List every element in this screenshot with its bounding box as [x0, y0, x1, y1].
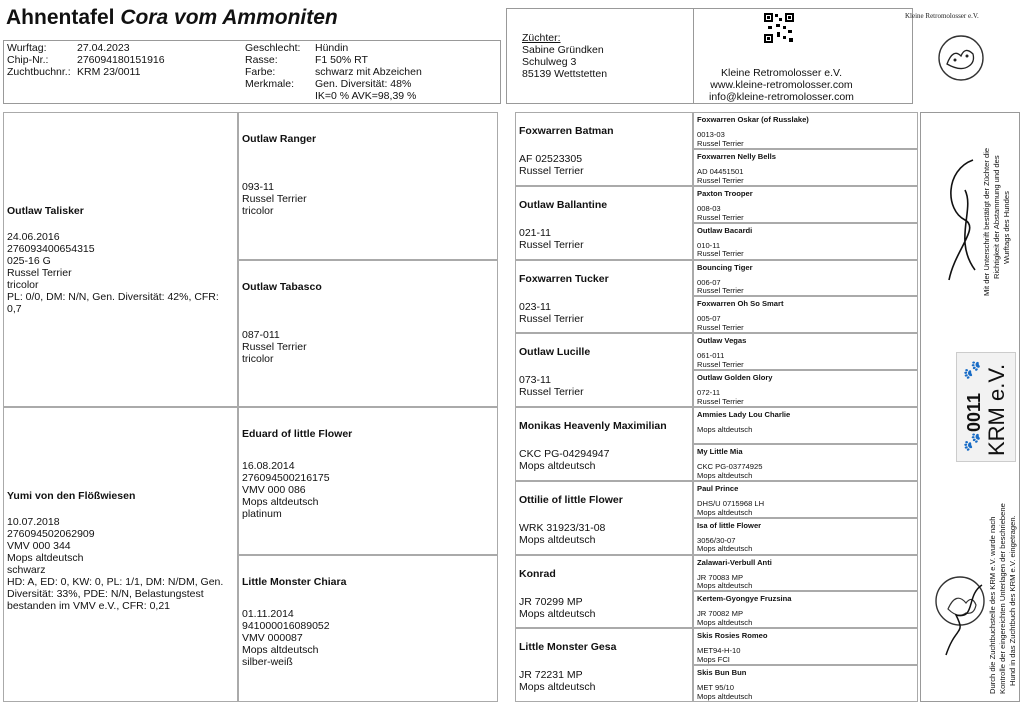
dog-name: Foxwarren Batman [519, 125, 614, 137]
meta-row [245, 90, 495, 102]
dog-detail: tricolor [242, 352, 274, 365]
dog-detail: Mops altdeutsch [697, 618, 753, 628]
meta-row [245, 42, 495, 54]
dog-name: Zalawari-Verbull Anti [697, 557, 772, 567]
g4-ancestor-cell [693, 333, 918, 370]
dog-detail: VMV 000 086 [242, 484, 306, 496]
grandparent-cell [238, 555, 498, 703]
g4-ancestor-cell [693, 296, 918, 333]
dog-detail: JR 70082 MP [697, 609, 744, 619]
dog-detail: platinum [242, 508, 282, 520]
dog-name: Bouncing Tiger [697, 262, 753, 272]
dog-name: Outlaw Talisker [7, 205, 84, 217]
meta-row [7, 54, 237, 66]
dog-detail: MET 95/10 [697, 683, 735, 693]
dog-name: Foxwarren Oskar (of Russlake) [697, 115, 809, 124]
certification-2: Kontrolle der eingereichten Unterlagen der beschriebene [998, 503, 1007, 694]
dog-detail: 072-11 [697, 388, 721, 398]
dog-detail: Russel Terrier [697, 175, 744, 185]
dog-name: Ammies Lady Lou Charlie [697, 410, 791, 419]
great-grandparent-cell [515, 186, 693, 260]
dog-detail: 941000016089052 [242, 619, 330, 632]
meta-value: 276094180151916 [77, 54, 165, 66]
meta-key [245, 90, 315, 102]
meta-key: Chip-Nr.: [7, 54, 49, 66]
certification-1: Durch die Zuchtbuchstelle des KRM e.V. wurde nach [988, 516, 997, 694]
dog-name: Outlaw Golden Glory [697, 373, 773, 383]
dog-detail: Mops altdeutsch [519, 533, 596, 546]
g4-ancestor-cell [693, 444, 918, 481]
dog-name: Paul Prince [697, 483, 739, 493]
signature-note-1: Mit der Unterschrift bestätigt der Züchter die [982, 147, 991, 296]
meta-row [7, 66, 237, 78]
dog-detail: AF 02523305 [519, 153, 583, 165]
dog-detail: tricolor [7, 279, 39, 291]
dog-name: Foxwarren Tucker [519, 272, 609, 285]
dog-detail: JR 70083 MP [697, 572, 744, 582]
g4-ancestor-cell [693, 628, 918, 665]
qr-code [763, 12, 795, 44]
dog-name: Outlaw Bacardi [697, 225, 753, 235]
dog-detail: Russel Terrier [697, 323, 744, 333]
club-info: Kleine Retromolosser e.V. www.kleine-retromolosser.com info@kleine-retromolosser.com [709, 67, 854, 103]
club-stamp [926, 525, 994, 675]
meta-mid [245, 42, 495, 102]
dog-detail: Russel Terrier [697, 360, 744, 370]
dog-detail: Russel Terrier [242, 193, 307, 205]
dog-name: Foxwarren Nelly Bells [697, 151, 776, 161]
dog-detail: Russel Terrier [697, 212, 744, 222]
meta-value: IK=0 % AVK=98,39 % [315, 90, 417, 102]
dog-detail: 01.11.2014 [242, 607, 294, 620]
dog-detail: VMV 000087 [242, 631, 303, 644]
meta-value: 27.04.2023 [77, 42, 130, 54]
dog-detail: Russel Terrier [519, 386, 584, 399]
g4-ancestor-cell [693, 665, 918, 702]
dog-name: Outlaw Ballantine [519, 198, 608, 211]
dog-detail: Mops FCI [697, 655, 730, 665]
dog-detail: Russel Terrier [697, 138, 744, 148]
meta-value: F1 50% RT [315, 54, 368, 66]
g4-ancestor-cell [693, 591, 918, 628]
dog-name: Little Monster Gesa [519, 641, 617, 654]
meta-row [245, 54, 495, 66]
dog-detail: 023-11 [519, 300, 551, 313]
meta-row [245, 78, 495, 90]
g4-ancestor-cell [693, 481, 918, 518]
dog-name: Outlaw Ranger [242, 133, 317, 145]
dog-detail: 0013-03 [697, 130, 725, 139]
dog-detail: 005-07 [697, 314, 721, 324]
dog-detail: Mops altdeutsch [697, 581, 753, 591]
dog-detail: 006-07 [697, 277, 721, 287]
dog-name: Konrad [519, 567, 556, 580]
meta-value: Gen. Diversität: 48% [315, 78, 412, 90]
parent-cell [3, 112, 238, 407]
dog-detail: Russel Terrier [519, 165, 584, 177]
g4-ancestor-cell [693, 518, 918, 555]
dog-detail: 276094502062909 [7, 528, 95, 540]
signature-note-3: Wurftags des Hundes [1002, 191, 1011, 264]
stamp-paw-1: 🐾 [964, 432, 981, 452]
g4-ancestor-cell [693, 223, 918, 260]
dog-detail: Russel Terrier [697, 286, 744, 296]
dog-detail: Russel Terrier [519, 312, 584, 325]
g4-ancestor-cell [693, 407, 918, 444]
dog-detail: CKC PG-03774925 [697, 461, 763, 471]
signature [935, 150, 985, 290]
dog-name: Paxton Trooper [697, 188, 753, 198]
dog-name: Monikas Heavenly Maximilian [519, 420, 667, 432]
svg-text:Kleine Retromolosser e.V.: Kleine Retromolosser e.V. [905, 12, 979, 20]
great-grandparent-cell [515, 481, 693, 555]
dog-name: Kertem-Gyongye Fruzsina [697, 594, 792, 604]
meta-key: Zuchtbuchnr.: [7, 66, 71, 78]
dog-name: Yumi von den Flößwiesen [7, 490, 136, 502]
great-grandparent-cell [515, 112, 693, 186]
dog-detail: schwarz [7, 564, 46, 576]
dog-detail: Russel Terrier [242, 340, 307, 353]
meta-row [245, 66, 495, 78]
dog-detail: 008-03 [697, 203, 721, 213]
dog-detail: JR 72231 MP [519, 669, 583, 682]
dog-name: Outlaw Vegas [697, 336, 747, 346]
dog-detail: 276094500216175 [242, 472, 330, 484]
dog-name: Skis Rosies Romeo [697, 631, 768, 641]
signature-note-2: Richtigkeit der Abstammung und des [992, 155, 1001, 279]
dog-detail: 073-11 [519, 374, 551, 387]
dog-detail: Mops altdeutsch [7, 552, 84, 564]
dog-detail: Mops altdeutsch [697, 470, 753, 480]
dog-detail: Mops altdeutsch [242, 643, 319, 656]
dog-detail: 010-11 [697, 240, 721, 250]
meta-key: Wurftag: [7, 42, 47, 54]
meta-value: Hündin [315, 42, 349, 54]
parent-cell [3, 407, 238, 702]
dog-name: Ottilie of little Flower [519, 493, 623, 506]
g4-ancestor-cell [693, 555, 918, 592]
dog-name: My Little Mia [697, 446, 743, 456]
grandparent-cell [238, 407, 498, 555]
dog-detail: Mops altdeutsch [519, 607, 596, 620]
dog-detail: 025-16 G [7, 255, 51, 267]
dog-detail: Mops altdeutsch [519, 460, 596, 472]
g4-ancestor-cell [693, 186, 918, 223]
dog-detail: silber-weiß [242, 655, 293, 668]
dog-name: Eduard of little Flower [242, 428, 353, 440]
meta-key: Farbe: [245, 66, 276, 78]
breeder-info: Züchter: Sabine Gründken Schulweg 3 85139 Wettstetten [522, 32, 608, 80]
dog-detail: Russel Terrier [697, 396, 744, 406]
meta-value: KRM 23/0011 [77, 66, 141, 78]
dog-detail: Mops altdeutsch [697, 544, 753, 554]
meta-value: schwarz mit Abzeichen [315, 66, 422, 78]
dog-name: Isa of little Flower [697, 520, 762, 530]
dog-detail: 087-011 [242, 328, 280, 341]
dog-detail: 021-11 [519, 226, 551, 239]
meta-row [7, 42, 237, 54]
dog-name: Foxwarren Oh So Smart [697, 299, 784, 309]
dog-detail: 3056/30-07 [697, 535, 736, 545]
stamp-org: KRM e.V. [984, 363, 1009, 456]
grandparent-cell [238, 260, 498, 408]
g4-ancestor-cell [693, 260, 918, 297]
dog-detail: CKC PG-04294947 [519, 448, 610, 460]
g4-ancestor-cell [693, 149, 918, 186]
club-logo [903, 8, 1019, 104]
meta-key: Geschlecht: [245, 42, 301, 54]
dog-detail: Russel Terrier [697, 249, 744, 259]
dog-detail: 24.06.2016 [7, 231, 60, 243]
certification-3: Hund in das Zuchtbuch des KRM e.V. eingetragen. [1008, 515, 1017, 686]
dog-detail: 10.07.2018 [7, 516, 60, 528]
meta-key: Rasse: [245, 54, 278, 66]
dog-detail: Russel Terrier [519, 238, 584, 251]
great-grandparent-cell [515, 628, 693, 702]
dog-detail: Mops altdeutsch [697, 507, 753, 517]
dog-detail: 093-11 [242, 181, 274, 193]
great-grandparent-cell [515, 555, 693, 629]
stamp-number: 0011 [964, 392, 984, 432]
meta-key: Merkmale: [245, 78, 295, 90]
great-grandparent-cell [515, 333, 693, 407]
dog-detail: 276093400654315 [7, 243, 95, 255]
dog-name: Little Monster Chiara [242, 575, 347, 588]
g4-ancestor-cell [693, 370, 918, 407]
dog-name: Outlaw Tabasco [242, 280, 322, 293]
dog-detail: Mops altdeutsch [519, 681, 596, 694]
dog-detail: HD: A, ED: 0, KW: 0, PL: 1/1, DM: N/DM, Gen. Diversität: 33%, PDE: N/N, Belastungstest bestanden im VMV e.V., CFR: 0,21 [7, 576, 224, 612]
dog-detail: 061-011 [697, 351, 725, 361]
great-grandparent-cell [515, 407, 693, 481]
page-title: Ahnentafel Cora vom Ammoniten [6, 6, 338, 29]
dog-detail: PL: 0/0, DM: N/N, Gen. Diversität: 42%, CFR: 0,7 [7, 291, 219, 315]
dog-name: Outlaw Lucille [519, 346, 591, 359]
grandparent-cell [238, 112, 498, 260]
dog-detail: Mops altdeutsch [697, 691, 753, 701]
stamp-paw-2: 🐾 [964, 360, 981, 380]
dog-name: Skis Bun Bun [697, 668, 747, 678]
dog-detail: Russel Terrier [7, 267, 72, 279]
dog-detail: JR 70299 MP [519, 595, 583, 608]
dog-detail: Mops altdeutsch [697, 425, 753, 434]
dog-detail: Mops altdeutsch [242, 496, 319, 508]
dog-detail: WRK 31923/31-08 [519, 521, 606, 534]
meta-left [7, 42, 237, 78]
dog-detail: 16.08.2014 [242, 460, 295, 472]
dog-detail: DHS/U 0715968 LH [697, 498, 765, 508]
g4-ancestor-cell [693, 112, 918, 149]
great-grandparent-cell [515, 260, 693, 334]
dog-detail: AD 04451501 [697, 166, 744, 176]
dog-detail: MET94-H-10 [697, 646, 741, 656]
dog-detail: tricolor [242, 205, 274, 217]
dog-detail: VMV 000 344 [7, 540, 71, 552]
